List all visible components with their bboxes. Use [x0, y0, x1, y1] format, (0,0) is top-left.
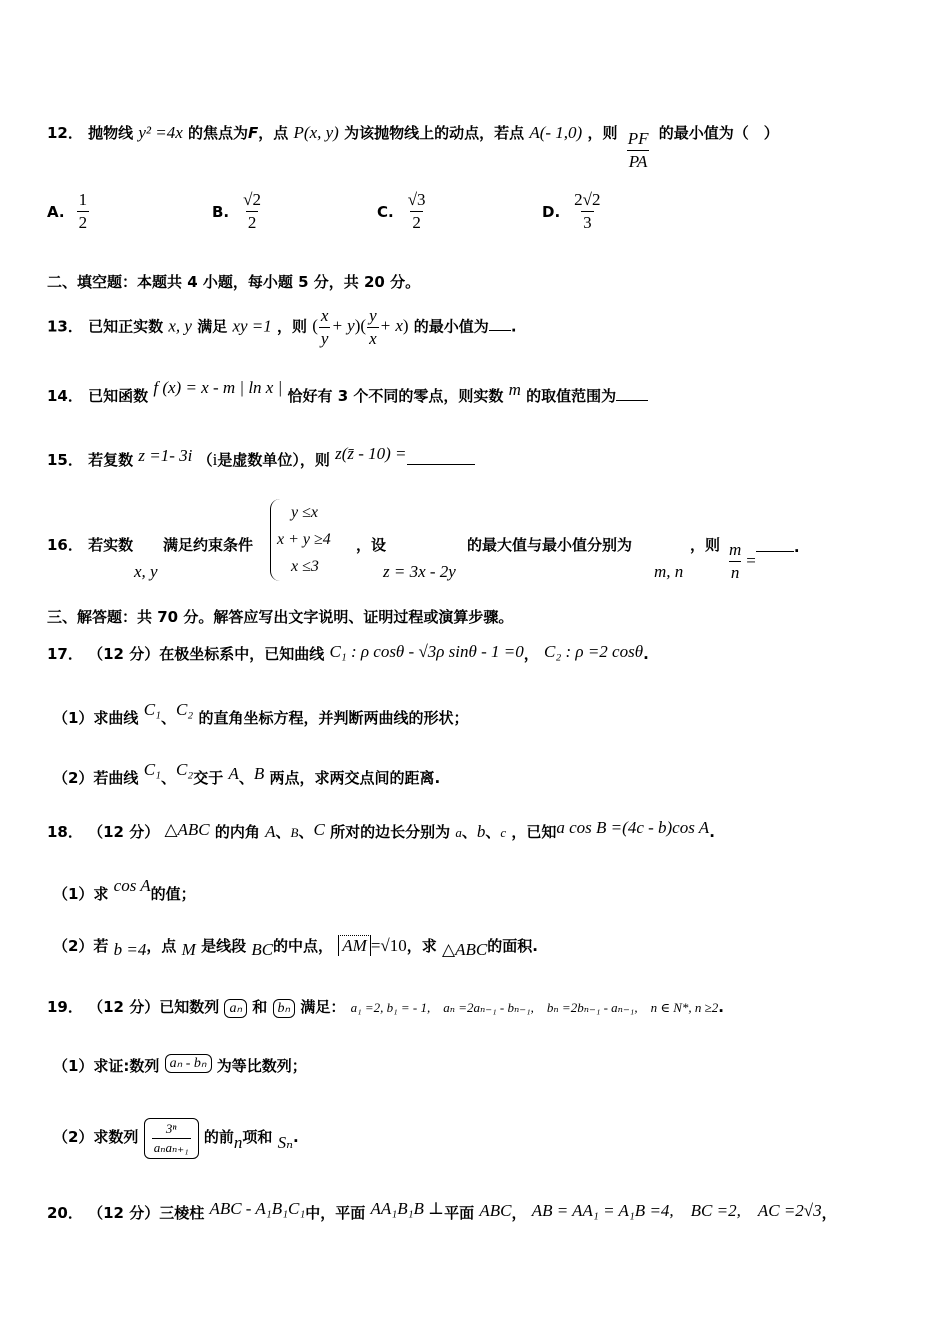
option-label: B. — [212, 202, 230, 221]
q18-p2-text-4: ，求 — [406, 937, 437, 955]
q19-p2-S: Sₙ — [277, 1132, 293, 1152]
q18-p2-text-3: 的中点， — [273, 937, 334, 955]
q14-answer-blank[interactable] — [616, 400, 648, 401]
q16-period: . — [793, 538, 800, 556]
q12-text-1: 抛物线 — [88, 124, 134, 142]
q18-triangle: △ABC — [164, 820, 210, 839]
q16-text-4: 的最大值与最小值分别为 — [467, 536, 633, 554]
q17-p1-text: 的直角坐标方程，并判断两曲线的形状； — [198, 709, 469, 727]
q13-text-3: ，则 — [276, 317, 307, 336]
question-15 — [47, 444, 475, 470]
option-fraction — [406, 190, 428, 233]
q15-text-3: 是虚数单位），则 — [217, 451, 330, 469]
q17-part-2 — [53, 760, 440, 788]
q18-side-c: c — [500, 825, 507, 840]
option-fraction — [241, 190, 263, 233]
q17-text-1: （12 分）在极坐标系中，已知曲线 — [88, 645, 325, 663]
q13-vars: x, y — [168, 316, 192, 336]
q16-ratio — [724, 538, 800, 583]
q19-part-2 — [53, 1118, 299, 1159]
q13-frac-b-num: y — [369, 306, 377, 325]
option-den: 3 — [583, 213, 592, 232]
option-num: √3 — [407, 190, 426, 209]
q18-p2-eq: =√10 — [370, 936, 407, 955]
q18-sep: 、 — [275, 823, 291, 841]
q12-frac-num: PF — [627, 129, 649, 148]
q14-text-1: 已知函数 — [88, 387, 149, 405]
q18-part-1 — [53, 876, 196, 904]
q19-part-1 — [53, 1054, 307, 1076]
q18-p2-BC: BC — [251, 940, 274, 959]
q16-constraint-2: x + y ≥4 — [277, 531, 331, 548]
q15-text-1: 若复数 — [88, 451, 134, 469]
q18-p1-label: （1）求 — [53, 885, 109, 903]
q16-text-2: 满足约束条件 — [163, 536, 254, 554]
q18-part-2 — [53, 935, 538, 960]
q19-number: 19． — [47, 998, 83, 1016]
q18-text-4: ，已知 — [511, 823, 557, 841]
q20-text-5: ， — [821, 1204, 837, 1222]
q16-fraction — [727, 540, 743, 583]
option-num: 2√2 — [574, 190, 601, 209]
question-20 — [47, 1196, 837, 1223]
q20-plane-2: ABC — [479, 1201, 512, 1220]
q13-number: 13． — [47, 317, 83, 336]
q20-plane-1: AA₁B₁B ⊥ — [370, 1199, 445, 1218]
q17-curve-c2: C₂ : ρ =2 cosθ — [544, 642, 644, 661]
q12-option-b — [212, 190, 266, 233]
q16-frac-den: n — [730, 563, 740, 582]
q18-p2-b: b =4 — [113, 940, 147, 959]
q13-tail-b: + x — [379, 316, 403, 336]
q19-text-2: 和 — [252, 998, 268, 1016]
q17-p1-label: （1）求曲线 — [53, 709, 139, 727]
q13-text-1: 已知正实数 — [88, 317, 164, 336]
q16-frac-num: m — [729, 540, 742, 559]
option-den: 2 — [247, 213, 257, 232]
question-19 — [47, 996, 724, 1018]
q16-number: 16． — [47, 536, 83, 554]
q16-mn: m, n — [654, 562, 684, 581]
section-3-heading: 三、解答题：共 70 分。解答应写出文字说明、证明过程或演算步骤。 — [47, 608, 514, 626]
q18-p2-text-1: ，点 — [146, 937, 177, 955]
q12-focus-F: F — [248, 124, 259, 142]
q16-constraint-1: y ≤x — [291, 504, 318, 521]
question-17 — [47, 642, 649, 664]
option-label: A. — [47, 202, 65, 221]
q18-p1-text: 的值； — [150, 885, 196, 903]
q18-p2-triangle: △ABC — [442, 940, 488, 959]
q20-text-3: 平面 — [444, 1204, 475, 1222]
q12-text-3: ，点 — [258, 124, 289, 142]
q16-vars: x, y — [134, 562, 158, 581]
option-num: 1 — [78, 190, 88, 209]
q14-var-m: m — [508, 380, 521, 399]
q18-text-2: 的内角 — [214, 823, 260, 841]
option-fraction — [572, 190, 602, 233]
q17-p1-c2: C₂ — [175, 700, 194, 719]
q17-p2-text-2: 两点，求两交点间的距离. — [269, 769, 441, 787]
q19-p2-text-2: 项和 — [242, 1127, 273, 1146]
q17-number: 17． — [47, 645, 83, 663]
q16-text-3: ，设 — [356, 536, 387, 554]
q15-imag-unit: i — [212, 450, 218, 469]
q16-text-5: ，则 — [690, 536, 721, 554]
q16-constraint-system — [270, 499, 331, 581]
q14-text-2: 恰好有 3 个不同的零点，则实数 — [287, 387, 504, 405]
q17-p2-text-1: 交于 — [193, 769, 224, 787]
option-num: √2 — [243, 190, 261, 209]
q13-period: . — [510, 317, 517, 336]
q19-p2-period: . — [293, 1127, 299, 1146]
q12-option-c — [377, 190, 431, 233]
q12-point-P: P(x, y) — [293, 123, 339, 142]
q15-answer-blank[interactable] — [407, 464, 475, 465]
q15-number: 15． — [47, 451, 83, 469]
q18-p2-text-5: 的面积. — [487, 937, 538, 955]
question-16 — [47, 534, 133, 555]
q17-p2-sep: 、 — [160, 769, 176, 787]
q17-p2-c1: C₁ — [143, 760, 161, 779]
q13-frac-b-den: x — [369, 329, 377, 348]
q16-equals: = — [746, 551, 756, 570]
q17-text-3: . — [643, 645, 649, 663]
option-fraction — [77, 190, 90, 233]
q12-text-2: 的焦点为 — [188, 124, 249, 142]
q15-complex: z =1- 3i — [138, 446, 193, 465]
q16-constraint-3: x ≤3 — [291, 558, 319, 575]
q13-frac-a-den: y — [320, 329, 329, 348]
q19-p2-fraction — [152, 1121, 191, 1156]
q18-p2-vector-am: AM — [338, 935, 371, 956]
q12-option-d — [542, 190, 606, 233]
q19-p1-seq: aₙ - bₙ — [165, 1054, 212, 1073]
q19-text-3: 满足： — [300, 998, 346, 1016]
q18-p2-M: M — [181, 940, 196, 959]
section-2-heading: 二、填空题：本题共 4 小题，每小题 5 分，共 20 分。 — [47, 273, 421, 291]
q19-p1-label: （1）求证:数列 — [53, 1057, 160, 1075]
q12-frac-den: PA — [628, 152, 648, 171]
q17-text-2: ， — [523, 645, 539, 663]
q19-seq-b: bₙ — [273, 999, 296, 1018]
q18-given-eq: a cos B =(4c - b)cos A — [556, 818, 710, 837]
q12-option-a — [47, 190, 92, 233]
q12-number: 12． — [47, 124, 83, 142]
q17-curve-c1: C₁ : ρ cosθ - √3ρ sinθ - 1 =0 — [329, 642, 524, 661]
q18-p2-label: （2）若 — [53, 937, 109, 955]
question-12 — [47, 122, 779, 172]
q18-sep: 、 — [485, 823, 501, 841]
q13-frac-a-num: x — [320, 306, 329, 325]
q18-angle-a: A — [265, 822, 276, 841]
q13-condition: xy =1 — [232, 316, 272, 336]
q19-p2-den: aₙaₙ₊₁ — [153, 1140, 189, 1155]
q13-text-4: 的最小值为 — [413, 317, 489, 336]
q14-function: f (x) = x - m | ln x | — [153, 378, 283, 397]
q18-p2-text-2: 是线段 — [201, 937, 247, 955]
q18-angle-b: B — [290, 825, 299, 840]
q20-prism: ABC - A₁B₁C₁ — [209, 1199, 306, 1218]
q19-p2-num: 3ⁿ — [165, 1121, 177, 1136]
q17-p2-label: （2）若曲线 — [53, 769, 139, 787]
q20-text-2: 中，平面 — [305, 1204, 366, 1222]
q20-text-4: ， — [511, 1204, 527, 1222]
q17-p2-point-a: A — [228, 764, 239, 783]
option-den: 2 — [78, 213, 88, 232]
q18-sep: 、 — [461, 823, 477, 841]
option-label: C. — [377, 202, 394, 221]
q15-expression: z(z̄ - 10) = — [335, 444, 407, 463]
q18-p1-cosA: cos A — [113, 876, 151, 895]
q12-text-4: 为该抛物线上的动点，若点 — [344, 124, 525, 142]
q20-number: 20． — [47, 1204, 83, 1222]
q12-text-5: ，则 — [587, 124, 618, 142]
q18-angle-c: C — [313, 820, 325, 839]
q18-sep: 、 — [298, 823, 314, 841]
q17-p1-c1: C₁ — [143, 700, 161, 719]
q19-p2-n: n — [233, 1132, 243, 1152]
q19-text-1: （12 分）已知数列 — [88, 998, 220, 1016]
q17-p2-c2: C₂ — [175, 760, 194, 779]
question-13 — [47, 306, 517, 349]
q20-text-1: （12 分）三棱柱 — [88, 1204, 205, 1222]
q12-parabola-eq: y² =4x — [138, 123, 183, 142]
q16-answer-blank[interactable] — [756, 551, 794, 552]
q17-p2-sep2: 、 — [238, 769, 254, 787]
q18-period: . — [709, 823, 715, 841]
question-14 — [47, 378, 648, 406]
q20-lengths: AB = AA₁ = A₁B =4, BC =2, AC =2√3 — [531, 1201, 822, 1220]
q16-objective: z = 3x - 2y — [383, 562, 456, 581]
q17-p1-sep: 、 — [160, 709, 176, 727]
q14-number: 14． — [47, 387, 83, 405]
q15-text-2: （ — [197, 451, 213, 469]
q12-text-6: 的最小值为（ ） — [658, 124, 779, 142]
option-label: D. — [542, 202, 561, 221]
q18-text-3: 所对的边长分别为 — [330, 823, 451, 841]
option-den: 2 — [412, 213, 421, 232]
q19-p2-label: （2）求数列 — [53, 1127, 139, 1146]
q13-expression: ( $\frac{x}{y}$ + y)( $\frac{y}{x}$ + x) — [312, 306, 409, 348]
question-18 — [47, 818, 715, 842]
q12-fraction — [626, 129, 651, 172]
q13-answer-blank[interactable] — [489, 330, 511, 331]
q17-p2-point-b: B — [253, 764, 265, 783]
q19-p2-text-1: 的前 — [203, 1127, 234, 1146]
q18-text-1: （12 分） — [88, 823, 160, 841]
q19-period: . — [718, 998, 724, 1016]
q18-number: 18． — [47, 823, 83, 841]
q19-p1-text: 为等比数列； — [216, 1057, 307, 1075]
q12-point-A: A(- 1,0) — [529, 123, 583, 142]
q19-seq-a: aₙ — [224, 999, 247, 1018]
q17-part-1 — [53, 700, 468, 728]
q16-text-1: 若实数 — [88, 536, 134, 554]
q13-text-2: 满足 — [197, 317, 228, 336]
q18-side-b: b — [476, 822, 486, 841]
q19-p2-seq — [144, 1118, 199, 1159]
q13-tail-a: + y — [331, 316, 355, 336]
q14-text-3: 的取值范围为 — [526, 387, 617, 405]
q19-recurrence: a₁ =2, b₁ = - 1, aₙ =2aₙ₋₁ - bₙ₋₁, bₙ =2bₙ₋₁ - aₙ₋₁, n ∈ N*, n ≥2 — [350, 1000, 719, 1015]
q18-side-a: a — [455, 825, 462, 840]
